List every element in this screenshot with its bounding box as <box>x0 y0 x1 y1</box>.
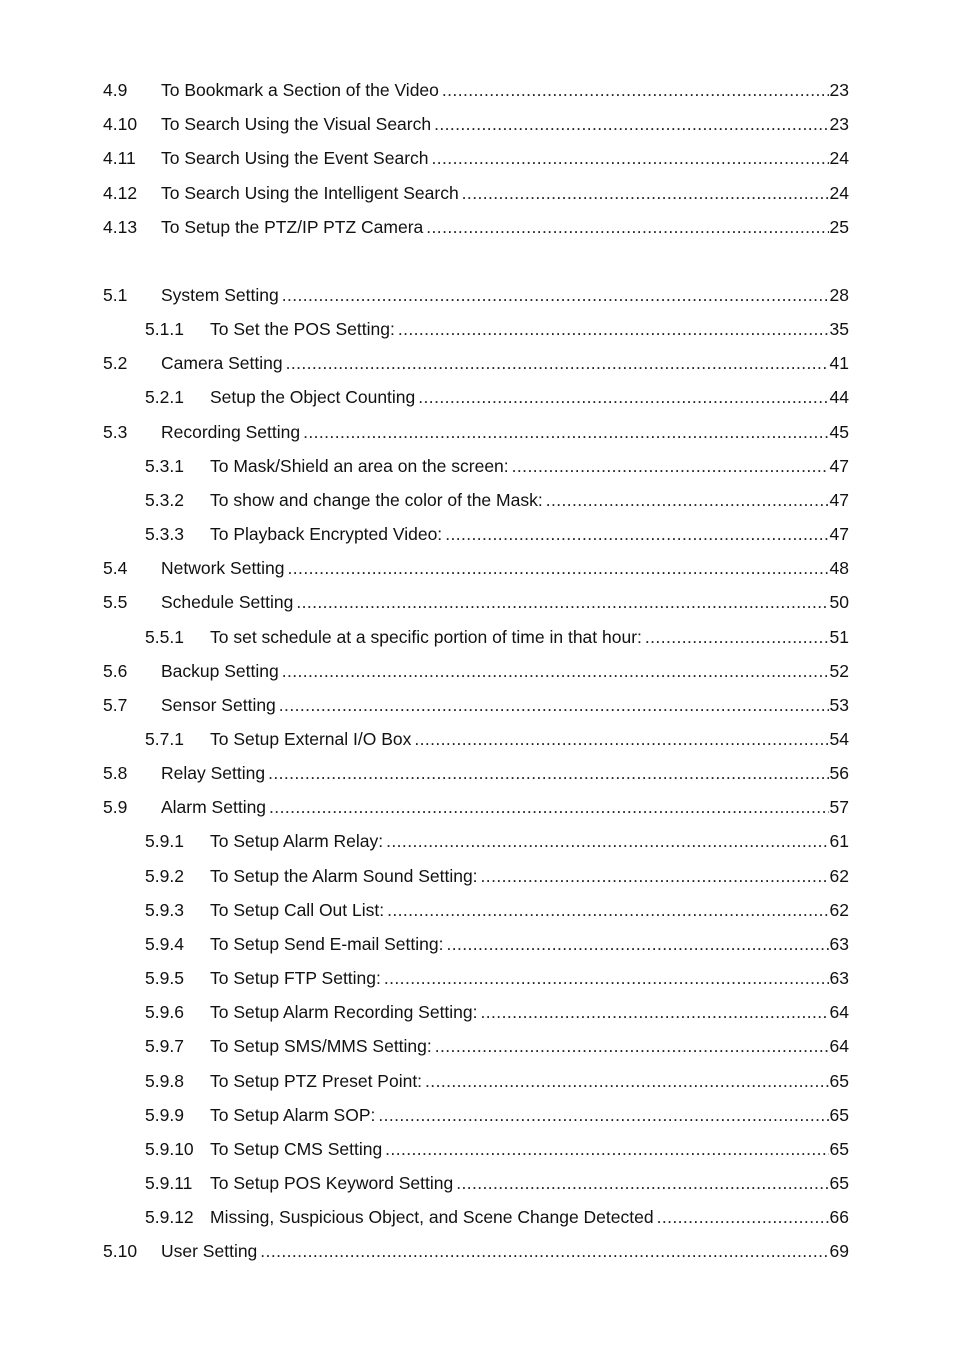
dot-leader <box>296 590 828 614</box>
toc-subentry[interactable] <box>145 1000 849 1024</box>
toc-entry[interactable] <box>103 590 849 614</box>
toc-entry-page: 69 <box>829 1241 849 1261</box>
toc-entry-number: 5.3.3 <box>145 524 184 544</box>
toc-entry-title: To Setup the PTZ/IP PTZ Camera <box>161 217 424 237</box>
toc-entry-number: 5.8 <box>103 763 128 783</box>
dot-leader <box>432 146 829 170</box>
toc-entry-page: 24 <box>829 183 849 203</box>
toc-entry-number: 5.10 <box>103 1241 138 1261</box>
toc-entry-page: 45 <box>829 422 849 442</box>
toc-entry[interactable] <box>103 283 849 307</box>
toc-subentry[interactable] <box>145 1205 849 1229</box>
toc-entry-number: 5.9.6 <box>145 1002 184 1022</box>
toc-entry-number: 5.9.8 <box>145 1071 184 1091</box>
toc-entry-number: 5.9.5 <box>145 968 184 988</box>
toc-entry-number: 5.7.1 <box>145 729 184 749</box>
dot-leader <box>481 864 829 888</box>
toc-entry-page: 25 <box>829 217 849 237</box>
toc-subentry[interactable] <box>145 454 849 478</box>
toc-entry[interactable] <box>103 215 849 239</box>
dot-leader <box>282 659 829 683</box>
toc-entry-page: 62 <box>829 866 849 886</box>
toc-entry-number: 5.9.2 <box>145 866 184 886</box>
toc-entry-number: 5.6 <box>103 661 128 681</box>
toc-entry-page: 65 <box>829 1105 849 1125</box>
toc-entry-title: To Setup Alarm Recording Setting: <box>210 1002 478 1022</box>
dot-leader <box>426 215 828 239</box>
toc-subentry[interactable] <box>145 829 849 853</box>
dot-leader <box>384 966 829 990</box>
toc-entry-number: 4.10 <box>103 114 138 134</box>
toc-subentry[interactable] <box>145 625 849 649</box>
toc-entry-title: To Setup CMS Setting <box>210 1139 383 1159</box>
toc-entry-number: 4.11 <box>103 148 136 168</box>
dot-leader <box>279 693 829 717</box>
toc-entry-page: 62 <box>829 900 849 920</box>
dot-leader <box>385 1137 828 1161</box>
toc-entry-number: 5.9.7 <box>145 1036 184 1056</box>
toc-subentry[interactable] <box>145 1137 849 1161</box>
toc-entry-page: 52 <box>829 661 849 681</box>
toc-entry-number: 5.1 <box>103 285 128 305</box>
toc-subentry[interactable] <box>145 898 849 922</box>
toc-entry-page: 61 <box>829 831 849 851</box>
toc-entry-page: 47 <box>829 524 849 544</box>
toc-entry-number: 5.3 <box>103 422 128 442</box>
toc-entry-page: 47 <box>829 490 849 510</box>
toc-entry-title: Schedule Setting <box>161 592 294 612</box>
toc-entry-page: 56 <box>829 763 849 783</box>
toc-entry-number: 5.3.1 <box>145 456 184 476</box>
toc-entry-title: To Setup POS Keyword Setting <box>210 1173 454 1193</box>
dot-leader <box>414 727 828 751</box>
toc-entry-number: 4.13 <box>103 217 138 237</box>
toc-subentry[interactable] <box>145 966 849 990</box>
toc-entry[interactable] <box>103 112 849 136</box>
toc-entry-page: 65 <box>829 1071 849 1091</box>
toc-entry-title: To Playback Encrypted Video: <box>210 524 443 544</box>
toc-entry[interactable] <box>103 693 849 717</box>
toc-subentry[interactable] <box>145 932 849 956</box>
toc-entry[interactable] <box>103 351 849 375</box>
toc-entry-title: To Setup the Alarm Sound Setting: <box>210 866 478 886</box>
toc-entry-title: To set schedule at a specific portion of time in that hour: <box>210 627 642 647</box>
toc-entry-title: System Setting <box>161 285 279 305</box>
toc-entry-number: 5.5 <box>103 592 128 612</box>
toc-entry-page: 64 <box>829 1036 849 1056</box>
toc-entry-title: To Set the POS Setting: <box>210 319 395 339</box>
toc-entry-page: 64 <box>829 1002 849 1022</box>
toc-entry-title: To Setup External I/O Box <box>210 729 412 749</box>
toc-entry[interactable] <box>103 78 849 102</box>
toc-entry[interactable] <box>103 556 849 580</box>
dot-leader <box>425 1069 828 1093</box>
toc-entry-page: 66 <box>829 1207 849 1227</box>
toc-entry-title: To Setup PTZ Preset Point: <box>210 1071 423 1091</box>
dot-leader <box>434 112 828 136</box>
dot-leader <box>442 78 829 102</box>
toc-entry-title: To Bookmark a Section of the Video <box>161 80 439 100</box>
toc-entry-number: 4.9 <box>103 80 128 100</box>
toc-entry-title: Sensor Setting <box>161 695 276 715</box>
toc-entry-page: 24 <box>829 148 849 168</box>
toc-entry[interactable] <box>103 659 849 683</box>
toc-subentry[interactable] <box>145 1103 849 1127</box>
toc-entry-page: 23 <box>829 80 849 100</box>
dot-leader <box>387 898 828 922</box>
toc-entry-page: 23 <box>829 114 849 134</box>
dot-leader <box>481 1000 829 1024</box>
toc-entry-page: 53 <box>829 695 849 715</box>
toc-subentry[interactable] <box>145 727 849 751</box>
toc-entry-title: To Setup Call Out List: <box>210 900 385 920</box>
toc-entry-page: 57 <box>829 797 849 817</box>
toc-entry-page: 65 <box>829 1139 849 1159</box>
dot-leader <box>286 351 829 375</box>
dot-leader <box>657 1205 829 1229</box>
toc-entry-page: 63 <box>829 934 849 954</box>
toc-entry-page: 51 <box>829 627 849 647</box>
toc-entry-title: To Setup Alarm SOP: <box>210 1105 376 1125</box>
toc-entry-title: Recording Setting <box>161 422 301 442</box>
toc-entry-title: To Search Using the Visual Search <box>161 114 432 134</box>
toc-entry-page: 41 <box>829 353 849 373</box>
toc-entry-title: To Setup FTP Setting: <box>210 968 381 988</box>
toc-entry-number: 5.9.4 <box>145 934 184 954</box>
toc-entry-title: Relay Setting <box>161 763 266 783</box>
dot-leader <box>645 625 829 649</box>
toc-entry-page: 44 <box>829 387 849 407</box>
dot-leader <box>435 1034 829 1058</box>
dot-leader <box>462 181 829 205</box>
toc-entry-number: 5.9.12 <box>145 1207 194 1227</box>
dot-leader <box>378 1103 828 1127</box>
dot-leader <box>398 317 829 341</box>
toc-entry-number: 5.9.10 <box>145 1139 194 1159</box>
toc-entry-number: 5.7 <box>103 695 128 715</box>
toc-subentry[interactable] <box>145 385 849 409</box>
dot-leader <box>268 761 828 785</box>
dot-leader <box>386 829 828 853</box>
toc-entry-title: Setup the Object Counting <box>210 387 416 407</box>
toc-entry-title: User Setting <box>161 1241 258 1261</box>
toc-entry-page: 65 <box>829 1173 849 1193</box>
dot-leader <box>269 795 828 819</box>
dot-leader <box>282 283 829 307</box>
dot-leader <box>446 932 828 956</box>
toc-entry-title: To show and change the color of the Mask: <box>210 490 543 510</box>
toc-entry-page: 63 <box>829 968 849 988</box>
toc-entry-number: 5.1.1 <box>145 319 184 339</box>
toc-entry-number: 5.4 <box>103 558 128 578</box>
dot-leader <box>260 1239 828 1263</box>
toc-entry[interactable] <box>103 420 849 444</box>
dot-leader <box>418 385 828 409</box>
toc-entry-number: 4.12 <box>103 183 138 203</box>
toc-entry-page: 50 <box>829 592 849 612</box>
toc-entry[interactable] <box>103 795 849 819</box>
toc-entry-number: 5.5.1 <box>145 627 184 647</box>
toc-entry-title: To Search Using the Intelligent Search <box>161 183 459 203</box>
toc-entry-number: 5.9.9 <box>145 1105 184 1125</box>
toc-subentry[interactable] <box>145 864 849 888</box>
toc-entry-title: Backup Setting <box>161 661 279 681</box>
toc-entry[interactable] <box>103 146 849 170</box>
toc-entry-number: 5.3.2 <box>145 490 184 510</box>
toc-entry[interactable] <box>103 761 849 785</box>
toc-entry-title: To Search Using the Event Search <box>161 148 429 168</box>
toc-entry-title: To Mask/Shield an area on the screen: <box>210 456 509 476</box>
toc-entry-number: 5.9.1 <box>145 831 184 851</box>
toc-subentry[interactable] <box>145 488 849 512</box>
toc-subentry[interactable] <box>145 1034 849 1058</box>
dot-leader <box>512 454 829 478</box>
toc-subentry[interactable] <box>145 1069 849 1093</box>
toc-entry[interactable] <box>103 181 849 205</box>
toc-entry-page: 54 <box>829 729 849 749</box>
toc-entry-number: 5.9.3 <box>145 900 184 920</box>
toc-entry-page: 47 <box>829 456 849 476</box>
dot-leader <box>445 522 828 546</box>
toc-subentry[interactable] <box>145 522 849 546</box>
toc-entry-title: To Setup Send E-mail Setting: <box>210 934 444 954</box>
toc-entry-title: Missing, Suspicious Object, and Scene Change Detected <box>210 1207 654 1227</box>
dot-leader <box>303 420 828 444</box>
toc-subentry[interactable] <box>145 317 849 341</box>
toc-entry-title: Alarm Setting <box>161 797 267 817</box>
toc-subentry[interactable] <box>145 1171 849 1195</box>
dot-leader <box>288 556 829 580</box>
toc-entry-number: 5.9.11 <box>145 1173 193 1193</box>
toc-entry-page: 35 <box>829 319 849 339</box>
toc-entry-number: 5.9 <box>103 797 128 817</box>
dot-leader <box>546 488 829 512</box>
toc-entry-number: 5.2.1 <box>145 387 184 407</box>
dot-leader <box>456 1171 828 1195</box>
toc-entry-number: 5.2 <box>103 353 128 373</box>
toc-entry-title: To Setup SMS/MMS Setting: <box>210 1036 432 1056</box>
toc-entry-page: 48 <box>829 558 849 578</box>
toc-entry-title: To Setup Alarm Relay: <box>210 831 384 851</box>
toc-entry[interactable] <box>103 1239 849 1263</box>
toc-entry-title: Network Setting <box>161 558 285 578</box>
toc-entry-title: Camera Setting <box>161 353 283 373</box>
toc-entry-page: 28 <box>829 285 849 305</box>
